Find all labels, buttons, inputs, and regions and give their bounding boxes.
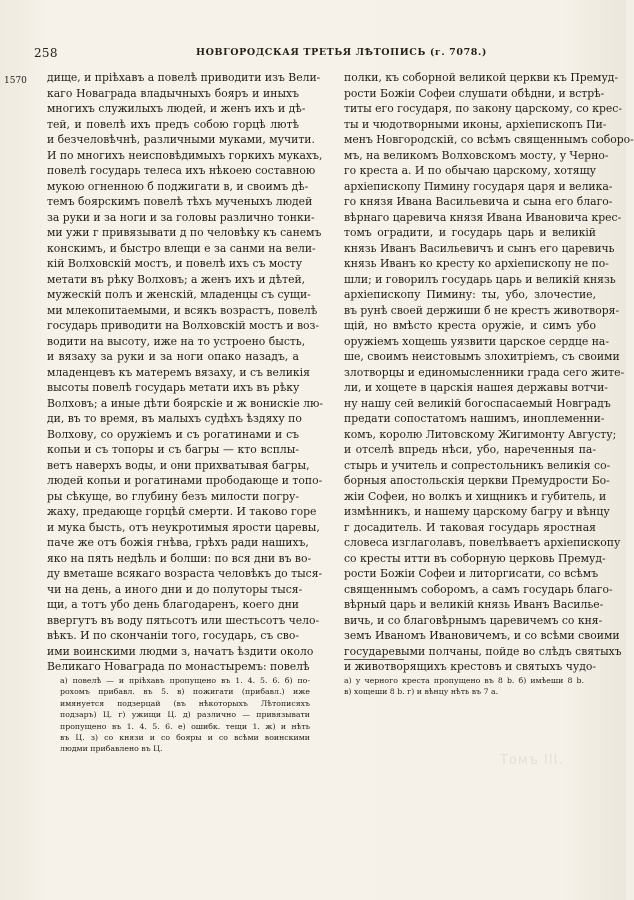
text-line: ли, и хощете в царскiя нашея державы вотчи- [344, 381, 608, 394]
text-line: словеса изглаголавъ, повелѣваетъ архiепископу [344, 536, 621, 549]
text-line: мужескiй полъ и женскiй, младенцы съ сущи- [47, 288, 311, 301]
text-line: ры сѣкуще, во глубину безъ милости погру- [47, 489, 299, 503]
text-line: за руки и за ноги и за головы различно тонки- [47, 210, 315, 224]
page-header [34, 46, 594, 62]
text-line: и вязаху за руки и за ноги опако назадъ, а [47, 350, 299, 363]
text-line: земъ Иваномъ Ивановичемъ, и со всѣми своими [344, 629, 620, 642]
text-line: щiй, но вмѣсто креста оружiе, и симъ убо [344, 319, 596, 332]
text-line: мукою огненною б поджигати в, и своимъ дѣ- [47, 179, 309, 193]
text-line: измѣнникъ, и нашему царскому багру и вѣнцу [344, 505, 610, 518]
text-line: каго Новаграда владычныхъ бояръ и иныхъ [47, 86, 299, 100]
running-title: НОВГОРОДСКАЯ ТРЕТЬЯ ЛѢТОПИСЬ (г. 7078.) [196, 47, 487, 58]
page-number: 258 [34, 46, 58, 60]
footnote-line: людми прибавлено въ Ц. [60, 744, 163, 754]
text-line: щи, а тотъ убо день благодаренъ, коего дни [47, 598, 299, 611]
text-line: ввергутъ въ воду пятьсотъ или шестьсотъ чело- [47, 613, 320, 627]
text-line: вѣкъ. И по скончанiи того, государь, съ сво- [47, 629, 299, 642]
text-line: и животворящихъ крестовъ и святыхъ чудо- [344, 660, 596, 673]
footnote-line: подзаръ) Ц. г) ужищи Ц. д) различно — привязывати [60, 710, 310, 720]
text-line: архiепископу Пимину: ты, убо, злочестие, [344, 288, 596, 301]
text-line: рости Божiи Софеи слушати обѣдни, и встрѣ- [344, 86, 605, 100]
text-line: предати сопостатомъ нашимъ, иноплеменни- [344, 412, 605, 425]
text-line: многихъ служилыхъ людей, и женъ ихъ и дѣ- [47, 102, 306, 115]
text-line: г досадитель. И таковая государь яростная [344, 520, 596, 534]
text-line: И по многихъ неисповѣдимыхъ горкихъ мукахъ, [47, 148, 323, 162]
text-line: вичь, и со благовѣрнымъ царевичемъ со кня- [344, 613, 603, 627]
text-line: полки, къ соборной великой церкви къ Премуд- [344, 71, 619, 84]
text-line: и мука бысть, отъ неукротимыя ярости царевы, [47, 520, 320, 534]
footnote-line: пропущено въ 1. 4. 5. 6. е) ошибк. тещи 1. ж) и нѣть [60, 721, 310, 731]
text-line: ше, своимъ неистовымъ злохитрiемъ, съ своими [344, 350, 620, 363]
text-line: кiй Волховскiй мостъ, и повелѣ ихъ съ мосту [47, 257, 303, 270]
text-line: яко на пять недѣль и болши: по вся дни въ во- [47, 551, 312, 565]
text-line: высоты повелѣ государь метати ихъ въ рѣку [47, 381, 300, 394]
footnote-line: в) хощеши 8 b. г) и вѣнцу нѣть въ 7 а. [344, 687, 499, 697]
text-line: ми млекопитаемыми, и всякъ возрастъ, повелѣ [47, 303, 318, 317]
footnote-line: а) повелѣ — и прiѣхавъ пропущено въ 1. 4. 5. 6. б) по- [60, 676, 310, 685]
text-line: и отселѣ впредь нѣси, убо, нареченныя па- [344, 443, 596, 456]
text-line: ду вметаше всякаго возраста человѣкъ до тыся- [47, 567, 323, 580]
text-line: князь Иванъ ко кресту ко архiепископу не по- [344, 257, 609, 270]
footnotes-left [60, 675, 310, 755]
text-line: конскимъ, и быстро влещи е за санми на вели- [47, 241, 316, 255]
text-line: князь Иванъ Васильевичъ и сынъ его царевичь [344, 241, 615, 255]
text-line: мъ, на великомъ Волховскомъ мосту, у Черно- [344, 148, 609, 162]
text-line: жаху, предающе горцѣй смерти. И таково горе [47, 505, 317, 518]
left-text-column [47, 70, 324, 675]
text-line: томъ оградити, и государь царь и великiй [344, 226, 596, 239]
text-line: Волховъ; а иные дѣти боярскiе и ж вонискiе лю- [47, 396, 324, 410]
text-line: го креста а. И по обычаю царскому, хотящу [344, 164, 596, 177]
text-line: чи на день, а иного дни и до полуторы тыся- [47, 582, 303, 596]
footnote-line: а) у черного креста пропущено въ 8 b. б) имѣеши 8 b. [344, 676, 584, 685]
text-line: младенцевъ къ матеремъ вязаху, и съ великiя [47, 365, 310, 379]
text-line: повелѣ государь телеса ихъ нѣкоею составною [47, 164, 316, 177]
text-line: государь приводити на Волховскiй мостъ и воз- [47, 319, 320, 332]
text-line: вѣрнаго царевича князя Ивана Ивановича крес- [344, 210, 622, 224]
text-line: злотворцы и единомысленники града сего жите- [344, 365, 625, 379]
footnotes-right [344, 675, 584, 698]
footnote-divider-left [60, 659, 120, 660]
text-line: паче же отъ божiя гнѣва, грѣхъ ради нашихъ, [47, 536, 309, 549]
text-line: жiи Софеи, но волкъ и хищникъ и губитель, и [344, 489, 607, 503]
text-line: людей копьи и рогатинами прободающе и топо- [47, 474, 323, 487]
text-line: ну нашу сей великiй богоспасаемый Новградъ [344, 396, 611, 410]
text-line: стырь и учитель и сопрестольникъ великiя со- [344, 458, 611, 472]
text-line: шли; и говорилъ государь царь и великiй князь [344, 272, 616, 286]
text-line: ми ужи г привязывати д по человѣку къ санемъ [47, 226, 322, 239]
volume-stamp: Томъ III. [500, 753, 564, 768]
margin-year: 1570 [4, 76, 27, 86]
text-line: рости Божiи Софеи и литоргисати, со всѣмъ [344, 567, 599, 580]
text-line: въ рунѣ своей держиши б не крестъ животворя- [344, 303, 620, 317]
text-line: комъ, королю Литовскому Жигимонту Августу; [344, 427, 617, 441]
text-line: тей, и повелѣ ихъ предъ собою горцѣ лютѣ [47, 117, 299, 131]
text-line: дище, и прiѣхавъ а повелѣ приводити изъ Вели- [47, 71, 321, 84]
text-line: со кресты итти въ соборную церковь Премуд- [344, 551, 606, 565]
text-line: ими воинскими людми з, начатъ ѣздити около [47, 644, 314, 658]
footnote-line: въ Ц. з) со князи и со бояры и со всѣми воинскими [60, 732, 310, 742]
right-text-column [344, 70, 634, 675]
text-line: ты и чюдотворными иконы, архiепископъ Пи- [344, 117, 607, 131]
text-line: менъ Новгородскiй, со всѣмъ священнымъ соборо- [344, 133, 634, 146]
text-line: метати въ рѣку Волховъ; а женъ ихъ и дѣтей, [47, 272, 306, 286]
text-line: копьи и съ топоры и съ багры — кто всплы- [47, 443, 299, 456]
text-line: борныя апостольскiя церкви Премудрости Бо- [344, 474, 610, 487]
text-line: вѣрный царь и великiй князь Иванъ Василье- [344, 598, 604, 611]
text-line: водити на высоту, иже на то устроено бысть, [47, 334, 306, 348]
text-line: ветъ наверхъ воды, и они прихватывая багры, [47, 458, 310, 472]
text-line: государевыми полчаны, пойде во слѣдъ святыхъ [344, 644, 622, 658]
text-line: темъ боярскимъ повелѣ тѣхъ мученыхъ людей [47, 195, 313, 208]
text-line: и безчеловѣчнѣ, различными муками, мучити. [47, 133, 315, 146]
text-line: архiепископу Пимину государя царя и велика- [344, 179, 613, 193]
text-line: го князя Ивана Васильевича и сына его благо- [344, 195, 613, 208]
footnote-line: рохомъ прибавл. въ 5. в) пожигати (прибавл.) иже [60, 687, 310, 697]
text-line: Великаго Новаграда по монастыремъ: повелѣ [47, 660, 310, 673]
text-line: священнымъ соборомъ, а самъ государь благо- [344, 582, 613, 596]
text-line: ди, въ то время, въ малыхъ судѣхъ ѣздяху по [47, 412, 302, 425]
text-line: титы его государя, по закону царскому, со крес- [344, 102, 622, 115]
footnote-divider-right [344, 659, 404, 660]
text-line: Волхову, со оружiемъ и съ рогатинами и съ [47, 427, 299, 441]
footnote-line: имянуется подзерцай (въ нѣкоторыхъ Лѣтописяхъ [60, 698, 310, 708]
text-line: оружiемъ хощешь уязвити царское сердце на- [344, 334, 609, 348]
